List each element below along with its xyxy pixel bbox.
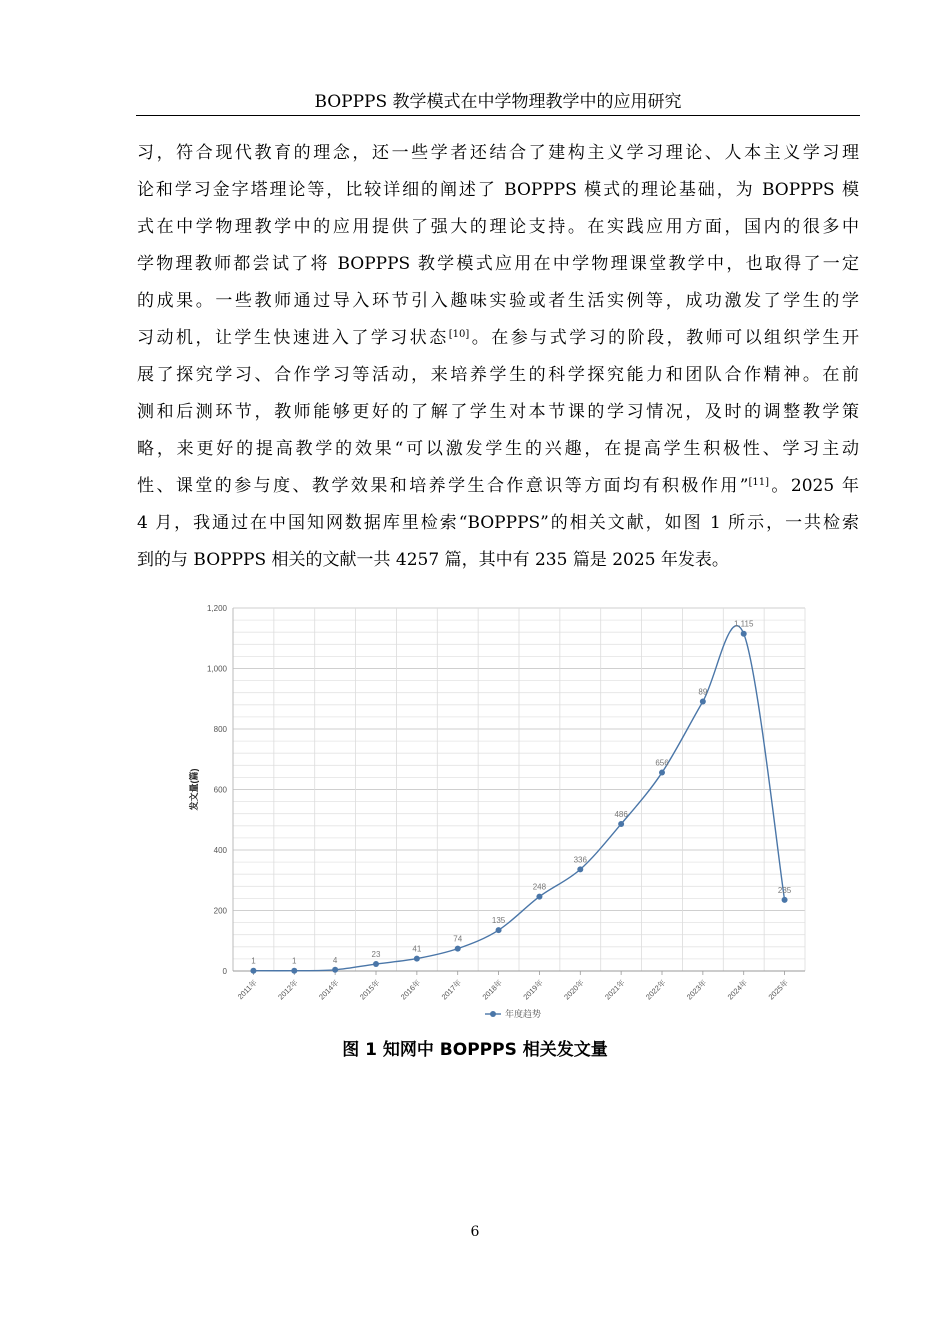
running-header: BOPPPS 教学模式在中学物理教学中的应用研究	[314, 92, 682, 112]
page-number: 6	[470, 1224, 480, 1240]
data-label: 1,115	[733, 619, 754, 629]
x-tick-label: 2014年	[317, 978, 341, 1002]
data-label: 248	[532, 882, 547, 892]
y-tick-label: 600	[213, 785, 227, 795]
data-point	[291, 968, 297, 974]
legend-marker	[490, 1011, 496, 1017]
data-label: 336	[573, 855, 587, 865]
text-line: 测和后测环节，教师能够更好的了解了学生对本节课的学习情况，及时的调整教学策	[137, 402, 859, 422]
text-line-with-citation	[137, 320, 859, 357]
data-point	[659, 770, 665, 776]
y-tick-label: 800	[213, 725, 227, 734]
text-line: 4 月，我通过在中国知网数据库里检索“BOPPPS”的相关文献，如图 1 所示，一共检索	[137, 513, 859, 533]
x-tick-label: 2016年	[398, 978, 423, 1002]
y-tick-label: 400	[213, 846, 227, 855]
legend-label: 年度趋势	[505, 1009, 542, 1019]
x-tick-label: 2022年	[643, 978, 668, 1002]
y-tick-label: 0	[222, 967, 227, 976]
grid-layer	[233, 608, 805, 971]
data-point	[536, 894, 542, 900]
text-line: 论和学习金字塔理论等，比较详细的阐述了 BOPPPS 模式的理论基础，为 BOPPPS 模	[137, 180, 859, 200]
text-line: 略，来更好的提高教学的效果“可以激发学生的兴趣，在提高学生积极性、学习主动	[137, 439, 859, 459]
data-point	[332, 967, 338, 973]
data-label: 656	[655, 758, 669, 768]
data-point	[496, 927, 502, 933]
data-label: 486	[614, 809, 628, 819]
citation-10: [10]	[448, 329, 470, 340]
x-tick-label: 2017年	[439, 978, 464, 1002]
data-label: 1	[251, 956, 256, 966]
y-tick-label: 1,200	[206, 604, 227, 613]
x-tick-label: 2015年	[357, 978, 382, 1002]
data-label: 235	[777, 885, 792, 895]
text-line: 到的与 BOPPPS 相关的文献一共 4257 篇，其中有 235 篇是 2025 年发表。	[137, 550, 729, 570]
header-rule	[136, 115, 860, 116]
text-segment: 。在参与式学习的阶段，教师可以组织学生开	[469, 328, 859, 348]
data-point	[414, 956, 420, 962]
text-line: 习，符合现代教育的理念，还一些学者还结合了建构主义学习理论、人本主义学习理	[137, 143, 859, 163]
y-axis-title: 发文量(篇)	[189, 768, 199, 811]
x-tick-label: 2012年	[276, 978, 300, 1002]
y-tick-label: 200	[213, 906, 227, 916]
data-label: 23	[371, 950, 381, 960]
text-segment: 。2025 年	[768, 476, 859, 496]
y-tick-label: 1,000	[206, 664, 227, 674]
data-label: 4	[332, 955, 338, 965]
text-line-with-citation	[137, 468, 859, 505]
data-label: 135	[491, 916, 506, 926]
x-tick-label: 2019年	[521, 978, 545, 1002]
x-tick-label: 2025年	[766, 978, 790, 1002]
x-tick-label: 2024年	[725, 978, 750, 1002]
data-label: 41	[412, 944, 422, 954]
data-label: 1	[292, 956, 297, 966]
x-tick-label: 2018年	[480, 978, 504, 1002]
citation-11: [11]	[748, 477, 769, 488]
data-point	[618, 821, 624, 827]
text-line: 的成果。一些教师通过导入环节引入趣味实验或者生活实例等，成功激发了学生的学	[137, 291, 859, 311]
data-point	[250, 968, 256, 974]
line-chart	[185, 600, 815, 1028]
data-point	[373, 961, 379, 967]
chart-figure	[185, 600, 815, 1028]
data-label: 74	[453, 934, 463, 944]
data-point	[700, 698, 706, 704]
figure-caption: 图 1 知网中 BOPPPS 相关发文量	[342, 1040, 608, 1060]
axis-layer	[188, 604, 805, 1002]
legend-layer	[485, 1008, 541, 1019]
data-point	[782, 897, 788, 903]
text-line: 展了探究学习、合作学习等活动，来培养学生的科学探究能力和团队合作精神。在前	[137, 365, 859, 385]
x-tick-label: 2021年	[603, 978, 627, 1002]
data-point	[577, 866, 583, 872]
data-label: 89	[698, 687, 708, 697]
data-point	[741, 631, 747, 637]
text-segment: 性、课堂的参与度、教学效果和培养学生合作意识等方面均有积极作用”	[137, 476, 749, 496]
body-paragraph	[137, 135, 859, 579]
text-line: 学物理教师都尝试了将 BOPPPS 教学模式应用在中学物理课堂教学中，也取得了一定	[137, 254, 859, 274]
label-layer	[251, 620, 792, 966]
text-line: 式在中学物理教学中的应用提供了强大的理论支持。在实践应用方面，国内的很多中	[137, 217, 859, 237]
x-tick-label: 2011年	[235, 978, 259, 1002]
x-tick-label: 2023年	[684, 978, 709, 1002]
data-point	[455, 946, 461, 952]
x-tick-label: 2020年	[562, 978, 586, 1002]
text-segment: 习动机，让学生快速进入了学习状态	[137, 328, 449, 348]
